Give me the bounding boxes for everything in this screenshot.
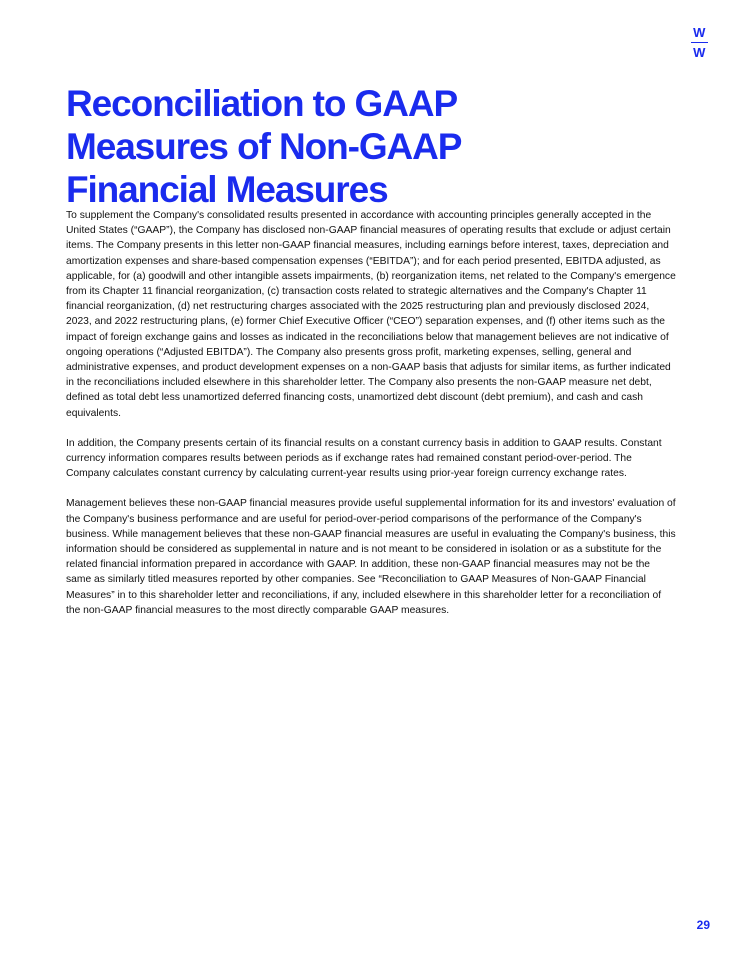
logo-bottom-glyph: W: [693, 45, 705, 60]
paragraph-3: Management believes these non-GAAP financial measures provide useful supplemental information for its and investors' evaluation of the Company's business performance and are useful for period-over-period comparisons of the performance of the Company's business. While management believes that these non-GAAP financial measures are useful in evaluating the Company's business, this information should be considered as supplemental in nature and is not meant to be considered in isolation or as a substitute for the related financial information prepared in accordance with GAAP. In addition, these non-GAAP financial measures may not be the same as similarly titled measures reported by other companies. See “Reconciliation to GAAP Measures of Non-GAAP Financial Measures” in to this shareholder letter and reconciliations, if any, included elsewhere in this shareholder letter for a reconciliation of the non-GAAP financial measures to the most directly comparable GAAP measures.: [66, 498, 676, 616]
page-title-line-2: Measures of Non-GAAP: [66, 125, 462, 167]
page-title: [66, 83, 626, 212]
body-copy: [66, 208, 676, 618]
logo-divider: [691, 42, 708, 43]
page-title-line-1: Reconciliation to GAAP: [66, 82, 458, 124]
page-title-line-3: Financial Measures: [66, 168, 388, 210]
logo-top-glyph: W: [693, 25, 705, 40]
company-logo: [686, 26, 712, 59]
paragraph-2: In addition, the Company presents certain of its financial results on a constant currency basis in addition to GAAP results. Constant currency information compares results between periods as if exchange rates had remained constant period-over-period. The Company calculates constant currency by calculating current-year results using prior-year foreign currency exchange rates.: [66, 437, 662, 480]
paragraph-1: To supplement the Company's consolidated results presented in accordance with accounting principles generally accepted in the United States (“GAAP”), the Company has disclosed non-GAAP financial measures of operating results that exclude or adjust certain items. The Company presents in this letter non-GAAP financial measures, including earnings before interest, taxes, depreciation and amortization expenses and share-based compensation expenses (“EBITDA”); and for each period presented, EBITDA adjusted, as applicable, for (a) goodwill and other intangible assets impairments, (b) reorganization items, net related to the Company's emergence from its Chapter 11 financial reorganization, (c) transaction costs related to strategic alternatives and the Company's Chapter 11 financial reorganization, (d) net restructuring charges associated with the 2025 restructuring plan and previously disclosed 2024, 2023, and 2022 restructuring plans, (e) former Chief Executive Officer (“CEO”) separation expenses, and (f) other items such as the impact of foreign exchange gains and losses as indicated in the reconciliations below that management believes are not indicative of ongoing operations (“Adjusted EBITDA”). The Company also presents gross profit, marketing expenses, selling, general and administrative expenses, and product development expenses on a non-GAAP basis that adjusts for similar items, as further indicated in the reconciliations included elsewhere in this shareholder letter. The Company also presents the non-GAAP measure net debt, defined as total debt less unamortized deferred financing costs, unamortized debt discount (debt premium), and cash and cash equivalents.: [66, 210, 676, 419]
page-number: 29: [696, 918, 710, 932]
